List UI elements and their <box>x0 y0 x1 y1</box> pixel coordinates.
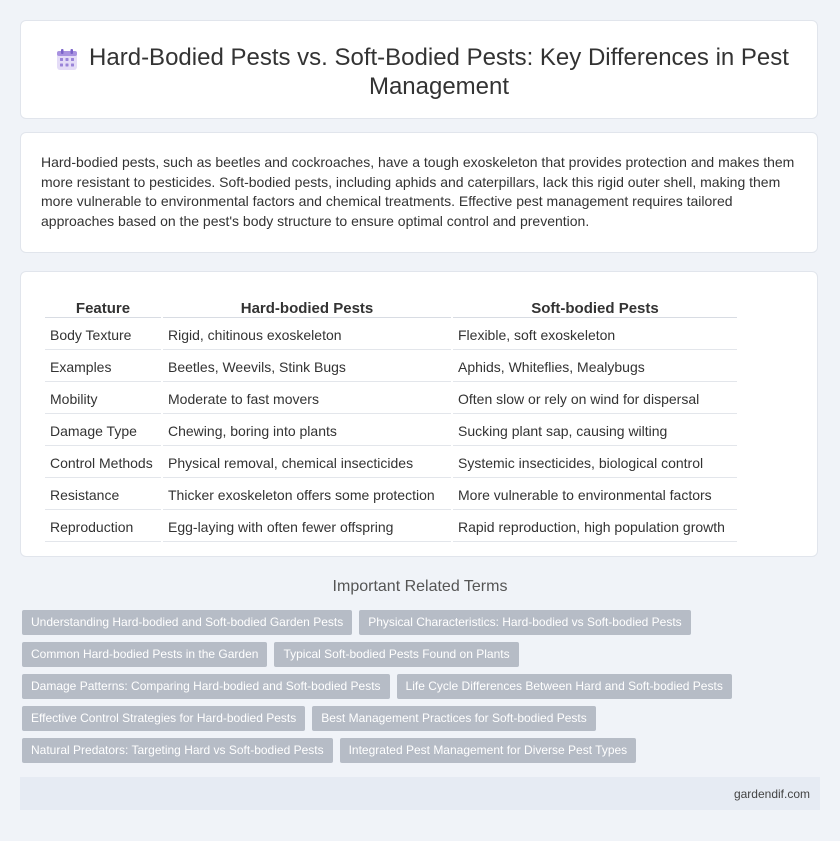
feature-cell: Examples <box>45 352 161 382</box>
comparison-card <box>20 271 818 557</box>
soft-bodied-cell: Systemic insecticides, biological control <box>453 448 737 478</box>
related-terms-list <box>22 610 822 770</box>
page-title: Hard-Bodied Pests vs. Soft-Bodied Pests: Key Differences in Pest Management <box>89 44 789 100</box>
related-term-tag[interactable]: Common Hard-bodied Pests in the Garden <box>22 642 267 667</box>
hard-bodied-cell: Chewing, boring into plants <box>163 416 451 446</box>
feature-cell: Damage Type <box>45 416 161 446</box>
related-term-tag[interactable]: Understanding Hard-bodied and Soft-bodied Garden Pests <box>22 610 352 635</box>
related-term-tag[interactable]: Natural Predators: Targeting Hard vs Soft-bodied Pests <box>22 738 333 763</box>
related-terms-title: Important Related Terms <box>332 578 508 595</box>
soft-bodied-cell: More vulnerable to environmental factors <box>453 480 737 510</box>
related-terms-row <box>22 738 822 770</box>
feature-cell: Resistance <box>45 480 161 510</box>
soft-bodied-cell: Flexible, soft exoskeleton <box>453 320 737 350</box>
soft-bodied-cell: Sucking plant sap, causing wilting <box>453 416 737 446</box>
hard-bodied-cell: Egg-laying with often fewer offspring <box>163 512 451 542</box>
related-terms-row <box>22 706 822 738</box>
related-term-tag[interactable]: Damage Patterns: Comparing Hard-bodied and Soft-bodied Pests <box>22 674 390 699</box>
hard-bodied-cell: Beetles, Weevils, Stink Bugs <box>163 352 451 382</box>
comparison-table <box>43 294 739 544</box>
calendar-icon <box>55 48 79 72</box>
table-header-row <box>45 296 737 318</box>
related-term-tag[interactable]: Integrated Pest Management for Diverse Pest Types <box>340 738 637 763</box>
feature-cell: Body Texture <box>45 320 161 350</box>
hard-bodied-cell: Rigid, chitinous exoskeleton <box>163 320 451 350</box>
soft-bodied-cell: Rapid reproduction, high population growth <box>453 512 737 542</box>
hard-bodied-cell: Thicker exoskeleton offers some protection <box>163 480 451 510</box>
column-header-soft-bodied: Soft-bodied Pests <box>453 296 737 318</box>
hard-bodied-cell: Moderate to fast movers <box>163 384 451 414</box>
intro-card <box>20 132 818 253</box>
related-terms-row <box>22 610 822 642</box>
related-term-tag[interactable]: Best Management Practices for Soft-bodied Pests <box>312 706 595 731</box>
feature-cell: Control Methods <box>45 448 161 478</box>
table-row <box>45 352 737 382</box>
footer <box>20 777 820 810</box>
related-term-tag[interactable]: Physical Characteristics: Hard-bodied vs Soft-bodied Pests <box>359 610 690 635</box>
soft-bodied-cell: Aphids, Whiteflies, Mealybugs <box>453 352 737 382</box>
table-row <box>45 384 737 414</box>
soft-bodied-cell: Often slow or rely on wind for dispersal <box>453 384 737 414</box>
hard-bodied-cell: Physical removal, chemical insecticides <box>163 448 451 478</box>
table-row <box>45 416 737 446</box>
feature-cell: Reproduction <box>45 512 161 542</box>
related-terms-row <box>22 642 822 674</box>
related-term-tag[interactable]: Effective Control Strategies for Hard-bodied Pests <box>22 706 305 731</box>
table-row <box>45 320 737 350</box>
related-terms-row <box>22 674 822 706</box>
header-card <box>20 20 818 119</box>
feature-cell: Mobility <box>45 384 161 414</box>
column-header-hard-bodied: Hard-bodied Pests <box>163 296 451 318</box>
table-row <box>45 512 737 542</box>
table-row <box>45 448 737 478</box>
related-term-tag[interactable]: Typical Soft-bodied Pests Found on Plants <box>274 642 518 667</box>
footer-site[interactable]: gardendif.com <box>733 787 810 801</box>
related-term-tag[interactable]: Life Cycle Differences Between Hard and Soft-bodied Pests <box>397 674 732 699</box>
table-row <box>45 480 737 510</box>
intro-text: Hard-bodied pests, such as beetles and cockroaches, have a tough exoskeleton that provides protection and makes them more resistant to pesticides. Soft-bodied pests, including aphids and caterpillars, lack this rigid outer shell, making them more vulnerable to environmental factors and chemical treatments. Effective pest management requires tailored approaches based on the pest's body structure to ensure optimal control and prevention. <box>41 154 795 229</box>
column-header-feature: Feature <box>45 296 161 318</box>
